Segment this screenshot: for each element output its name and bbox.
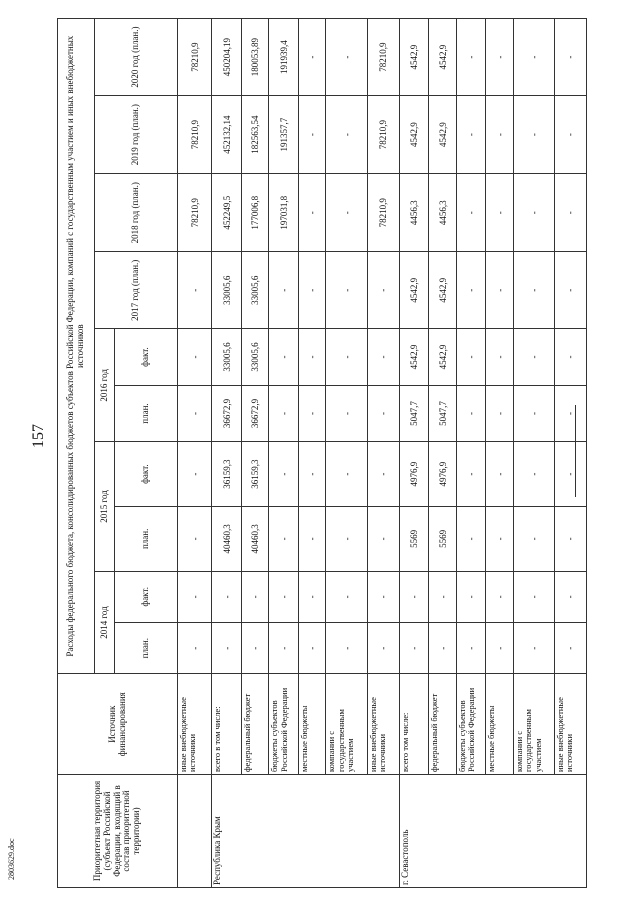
source-label: федеральный бюджет (241, 674, 268, 775)
header-fact-2014: факт. (115, 571, 178, 622)
value-cell: - (269, 329, 299, 385)
header-source: Источник финансирования (58, 674, 178, 775)
value-cell: - (241, 571, 268, 622)
value-cell: 452132,14 (212, 96, 242, 174)
header-year-2016: 2016 год (95, 329, 115, 442)
value-cell: 177006,8 (241, 174, 268, 252)
value-cell: - (269, 506, 299, 571)
source-label: всего в том числе: (212, 674, 242, 775)
value-cell: - (554, 19, 586, 96)
value-cell: 4976,9 (399, 442, 429, 507)
value-cell: - (486, 623, 513, 674)
value-cell: - (178, 385, 212, 441)
value-cell: - (456, 385, 486, 441)
header-fact-2016: факт. (115, 329, 178, 385)
value-cell: - (399, 571, 429, 622)
value-cell: - (269, 252, 299, 329)
budget-table (57, 18, 587, 888)
header-plan-2016: план. (115, 385, 178, 441)
value-cell: 191939,4 (269, 19, 299, 96)
value-cell: 78210,9 (178, 96, 212, 174)
value-cell: 78210,9 (178, 174, 212, 252)
value-cell: 36672,9 (212, 385, 242, 441)
value-cell: 36672,9 (241, 385, 268, 441)
value-cell: - (367, 571, 399, 622)
value-cell: - (178, 506, 212, 571)
value-cell: 78210,9 (178, 19, 212, 96)
value-cell: - (513, 506, 554, 571)
value-cell: - (456, 442, 486, 507)
value-cell: - (269, 623, 299, 674)
value-cell: 4456,3 (399, 174, 429, 252)
value-cell: - (513, 252, 554, 329)
header-expenditures: Расходы федерального бюджета, консолидированных бюджетов субъектов Российской Федерации, компаний с государственным участием и иных внебюджетных источников (58, 19, 95, 674)
value-cell: - (486, 571, 513, 622)
value-cell: 4542,9 (399, 96, 429, 174)
value-cell: 33005,6 (212, 252, 242, 329)
value-cell: - (554, 506, 586, 571)
value-cell: - (456, 96, 486, 174)
value-cell: - (513, 385, 554, 441)
value-cell: - (513, 329, 554, 385)
value-cell: 4542,9 (429, 96, 456, 174)
value-cell: - (513, 19, 554, 96)
header-year-2019: 2019 год (план.) (95, 96, 178, 174)
value-cell: 5047,7 (429, 385, 456, 441)
value-cell: - (486, 174, 513, 252)
value-cell: - (178, 571, 212, 622)
value-cell: 78210,9 (367, 19, 399, 96)
value-cell: - (212, 623, 242, 674)
value-cell: - (456, 506, 486, 571)
value-cell: - (326, 385, 367, 441)
source-label: всего том числе: (399, 674, 429, 775)
value-cell: - (299, 174, 326, 252)
source-label: бюджеты субъектов Российской Федерации (269, 674, 299, 775)
value-cell: - (513, 96, 554, 174)
source-label: местные бюджеты (486, 674, 513, 775)
value-cell: 78210,9 (367, 96, 399, 174)
value-cell: - (513, 442, 554, 507)
value-cell: - (299, 252, 326, 329)
value-cell: 182563,54 (241, 96, 268, 174)
value-cell: - (299, 506, 326, 571)
value-cell: - (299, 329, 326, 385)
header-territory: Приоритетная территория (субъект Российской Федерации, входящий в состав приоритетной территории) (58, 775, 178, 888)
value-cell: 78210,9 (367, 174, 399, 252)
value-cell: - (299, 571, 326, 622)
value-cell: - (554, 329, 586, 385)
value-cell: - (269, 571, 299, 622)
value-cell: - (178, 623, 212, 674)
value-cell: 5569 (399, 506, 429, 571)
header-fact-2015: факт. (115, 442, 178, 507)
territory-sevastopol: г. Севастополь (399, 775, 586, 888)
value-cell: 4542,9 (399, 19, 429, 96)
value-cell: 4542,9 (429, 329, 456, 385)
value-cell: - (554, 623, 586, 674)
header-year-2015: 2015 год (95, 442, 115, 571)
source-label: местные бюджеты (299, 674, 326, 775)
value-cell: - (486, 385, 513, 441)
value-cell: - (326, 329, 367, 385)
value-cell: - (486, 442, 513, 507)
value-cell: 450204,19 (212, 19, 242, 96)
value-cell: - (513, 571, 554, 622)
value-cell: - (326, 96, 367, 174)
value-cell: - (212, 571, 242, 622)
value-cell: - (513, 174, 554, 252)
page-number: 157 (30, 424, 47, 448)
value-cell: - (326, 19, 367, 96)
value-cell: - (554, 571, 586, 622)
value-cell: 4542,9 (399, 252, 429, 329)
value-cell: - (178, 329, 212, 385)
value-cell: - (299, 19, 326, 96)
value-cell: - (178, 252, 212, 329)
value-cell: 4976,9 (429, 442, 456, 507)
value-cell: - (178, 442, 212, 507)
rotated-table-container (57, 18, 587, 888)
value-cell: - (326, 506, 367, 571)
header-plan-2014: план. (115, 623, 178, 674)
value-cell: 40460,3 (212, 506, 242, 571)
value-cell: 33005,6 (241, 329, 268, 385)
value-cell: - (367, 329, 399, 385)
value-cell: - (429, 623, 456, 674)
value-cell: - (554, 174, 586, 252)
value-cell: - (554, 442, 586, 507)
value-cell: - (486, 329, 513, 385)
value-cell: - (554, 252, 586, 329)
value-cell: - (367, 442, 399, 507)
value-cell: - (299, 442, 326, 507)
value-cell: - (299, 385, 326, 441)
value-cell: - (367, 506, 399, 571)
value-cell: 4542,9 (429, 252, 456, 329)
value-cell: 191357,7 (269, 96, 299, 174)
value-cell: - (326, 623, 367, 674)
value-cell: - (554, 96, 586, 174)
header-year-2017: 2017 год (план.) (95, 252, 178, 329)
source-label: иные внебюджетные источники (367, 674, 399, 775)
value-cell: - (486, 19, 513, 96)
header-year-2014: 2014 год (95, 571, 115, 674)
value-cell: 36159,3 (241, 442, 268, 507)
value-cell: 5047,7 (399, 385, 429, 441)
value-cell: - (399, 623, 429, 674)
value-cell: 40460,3 (241, 506, 268, 571)
source-label: компании с государственным участием (513, 674, 554, 775)
value-cell: - (326, 571, 367, 622)
value-cell: - (456, 623, 486, 674)
value-cell: 33005,6 (212, 329, 242, 385)
value-cell: - (456, 571, 486, 622)
value-cell: 180053,89 (241, 19, 268, 96)
value-cell: - (241, 623, 268, 674)
value-cell: - (513, 623, 554, 674)
value-cell: 4456,3 (429, 174, 456, 252)
value-cell: - (554, 385, 586, 441)
value-cell: 5569 (429, 506, 456, 571)
value-cell: - (269, 442, 299, 507)
value-cell: 452249,5 (212, 174, 242, 252)
value-cell: - (269, 385, 299, 441)
source-label: федеральный бюджет (429, 674, 456, 775)
header-year-2020: 2020 год (план.) (95, 19, 178, 96)
value-cell: - (486, 506, 513, 571)
value-cell: - (326, 174, 367, 252)
territory-crimea: Республика Крым (212, 775, 399, 888)
value-cell: - (456, 252, 486, 329)
source-label: иные внебюджетные источники (178, 674, 212, 775)
header-year-2018: 2018 год (план.) (95, 174, 178, 252)
value-cell: - (367, 385, 399, 441)
value-cell: 4542,9 (399, 329, 429, 385)
source-label: бюджеты субъектов Российской Федерации (456, 674, 486, 775)
value-cell: - (456, 19, 486, 96)
value-cell: 33005,6 (241, 252, 268, 329)
value-cell: - (326, 252, 367, 329)
value-cell: - (456, 174, 486, 252)
value-cell: - (299, 96, 326, 174)
source-label: компании с государственным участием (326, 674, 367, 775)
header-plan-2015: план. (115, 506, 178, 571)
footer-doc-name: 2803629.doc (7, 838, 16, 880)
territory-cell-blank (178, 775, 212, 888)
value-cell: 197031,8 (269, 174, 299, 252)
value-cell: - (326, 442, 367, 507)
value-cell: 4542,9 (429, 19, 456, 96)
source-label: иные внебюджетные источники (554, 674, 586, 775)
value-cell: - (367, 252, 399, 329)
value-cell: - (486, 252, 513, 329)
value-cell: - (486, 96, 513, 174)
value-cell: - (367, 623, 399, 674)
value-cell: - (299, 623, 326, 674)
value-cell: - (456, 329, 486, 385)
value-cell: 36159,3 (212, 442, 242, 507)
value-cell: - (429, 571, 456, 622)
